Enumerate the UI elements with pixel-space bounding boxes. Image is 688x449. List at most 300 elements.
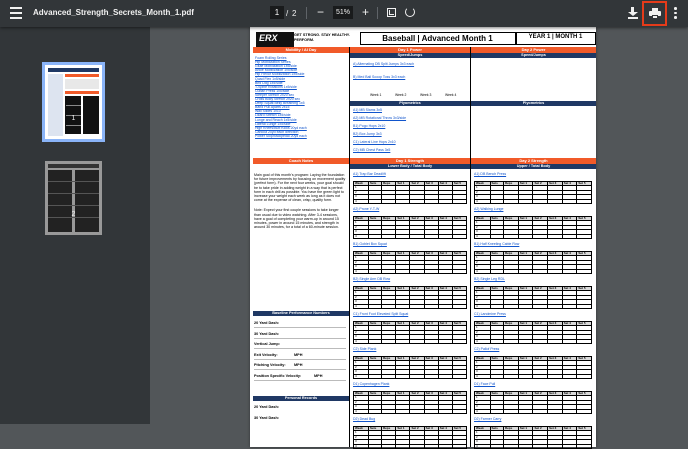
table-cell: Reps xyxy=(381,392,395,396)
table-cell[interactable] xyxy=(533,339,548,343)
table-cell[interactable] xyxy=(424,444,438,448)
power-item-b[interactable]: B) Med Ball Scoop Toss 3x3 each xyxy=(353,75,406,79)
table-cell[interactable]: 3 xyxy=(354,195,369,199)
exercise-log-table xyxy=(353,391,467,414)
table-cell[interactable] xyxy=(438,374,452,378)
zoom-level-input[interactable]: 51% xyxy=(333,6,353,19)
table-cell[interactable] xyxy=(381,374,395,378)
exercise-title[interactable]: B1) Goblet Box Squat xyxy=(353,242,387,246)
table-cell: Set 4 xyxy=(438,357,452,361)
table-cell[interactable] xyxy=(396,409,410,413)
table-cell[interactable]: 3 xyxy=(354,265,369,269)
table-cell: Week xyxy=(475,252,491,256)
table-cell[interactable]: 4 xyxy=(354,444,369,448)
table-cell[interactable]: 3 xyxy=(354,405,369,409)
exercise-title[interactable]: D2) Dead Bug xyxy=(353,417,376,421)
table-cell[interactable] xyxy=(562,199,577,203)
baseline-line xyxy=(254,380,346,381)
table-cell[interactable] xyxy=(562,234,577,238)
table-cell[interactable]: 1 xyxy=(354,221,369,225)
table-cell: Set 5 xyxy=(577,392,592,396)
table-cell: Reps xyxy=(503,182,518,186)
exercise-log-table xyxy=(474,391,592,414)
table-cell[interactable] xyxy=(396,234,410,238)
table-cell[interactable] xyxy=(438,444,452,448)
table-cell[interactable]: 2 xyxy=(354,400,369,404)
table-cell[interactable] xyxy=(548,339,563,343)
table-cell[interactable]: 2 xyxy=(475,295,491,299)
table-cell[interactable] xyxy=(452,269,466,273)
exercise-title[interactable]: C1) Front Foot Elevated Split Squat xyxy=(353,312,409,316)
table-cell[interactable]: 3 xyxy=(354,440,369,444)
table-cell[interactable]: 1 xyxy=(354,291,369,295)
table-cell[interactable]: 3 xyxy=(475,405,491,409)
table-cell[interactable]: 3 xyxy=(354,230,369,234)
table-cell[interactable] xyxy=(503,444,518,448)
table-cell[interactable] xyxy=(562,269,577,273)
table-cell[interactable] xyxy=(490,269,503,273)
table-cell[interactable] xyxy=(548,304,563,308)
more-icon[interactable] xyxy=(674,7,677,21)
table-cell: Set 4 xyxy=(562,252,577,256)
table-cell[interactable]: 4 xyxy=(475,409,491,413)
mobility-item[interactable]: Carioca 20yd each direction xyxy=(255,129,299,134)
table-cell[interactable]: 3 xyxy=(475,195,491,199)
baseline-unit: MPH xyxy=(294,363,303,367)
table-cell[interactable] xyxy=(368,444,381,448)
table-cell[interactable]: 2 xyxy=(354,365,369,369)
table-cell[interactable]: 1 xyxy=(475,396,491,400)
table-cell[interactable]: 2 xyxy=(354,190,369,194)
table-cell[interactable]: 1 xyxy=(475,256,491,260)
table-cell[interactable] xyxy=(438,269,452,273)
table-cell[interactable] xyxy=(533,409,548,413)
menu-icon[interactable] xyxy=(10,7,22,19)
table-cell[interactable] xyxy=(381,199,395,203)
table-cell: Set 1 xyxy=(396,357,410,361)
table-cell[interactable] xyxy=(577,444,592,448)
exercise-title[interactable]: C2) Side Plank xyxy=(353,347,377,351)
table-cell[interactable]: 4 xyxy=(475,234,491,238)
table-cell: Week xyxy=(354,322,369,326)
baseline-field: Exit Velocity: xyxy=(254,352,278,357)
pdf-toolbar xyxy=(0,0,688,27)
table-cell[interactable] xyxy=(396,199,410,203)
table-cell[interactable] xyxy=(503,339,518,343)
table-cell[interactable]: 4 xyxy=(475,444,491,448)
table-cell[interactable] xyxy=(368,199,381,203)
table-cell: Week xyxy=(354,357,369,361)
table-cell[interactable] xyxy=(424,374,438,378)
table-cell[interactable]: 1 xyxy=(475,291,491,295)
table-cell[interactable]: 3 xyxy=(354,335,369,339)
table-cell[interactable]: 2 xyxy=(475,330,491,334)
table-cell: Sets xyxy=(368,322,381,326)
table-cell[interactable] xyxy=(396,374,410,378)
mobility-item[interactable]: Cuban Press 1x5/side xyxy=(255,88,290,93)
plyo-item[interactable]: A2) MB Rotational Throw 3x3/side xyxy=(353,116,407,120)
exercise-title[interactable]: D2) Farmer Carry xyxy=(474,417,502,421)
mobility-item[interactable]: Deep Squat Belly Breathing 1x5 xyxy=(255,101,305,106)
baseline-header: Baseline Performance Numbers xyxy=(253,311,349,316)
table-cell: Set 2 xyxy=(410,322,424,326)
exercise-title[interactable]: B1) Half Kneeling Cable Row xyxy=(474,242,520,246)
table-cell[interactable] xyxy=(533,234,548,238)
table-cell: Reps xyxy=(381,182,395,186)
table-cell[interactable]: 4 xyxy=(354,374,369,378)
mobility-item[interactable]: Wall Slides 1x10 xyxy=(255,109,281,114)
table-cell[interactable] xyxy=(490,409,503,413)
table-cell[interactable] xyxy=(410,304,424,308)
table-cell[interactable]: 2 xyxy=(475,190,491,194)
plyo-item[interactable]: C1) Lateral Line Hops 2x10 xyxy=(353,140,396,144)
table-cell[interactable]: 4 xyxy=(354,304,369,308)
mobility-item[interactable]: Band Pull Aparts 2x15 xyxy=(255,105,290,110)
table-row xyxy=(475,444,592,448)
table-cell[interactable]: 4 xyxy=(354,339,369,343)
table-cell[interactable] xyxy=(368,339,381,343)
table-cell[interactable] xyxy=(533,444,548,448)
mobility-item[interactable]: High Knees/Butt Kicks 20yd each xyxy=(255,125,307,130)
table-cell[interactable] xyxy=(562,339,577,343)
table-cell: Set 1 xyxy=(518,252,533,256)
table-cell: Week xyxy=(475,182,491,186)
table-cell[interactable] xyxy=(368,304,381,308)
table-cell[interactable] xyxy=(381,304,395,308)
table-cell[interactable]: 2 xyxy=(354,295,369,299)
table-cell: Sets xyxy=(490,427,503,431)
coach-note-1: Main goal of this month's program: Laying the foundation for future improvements by focusing on movement quality (perfect form). For the next four weeks, your goal should be to take pride in adding weight in a way that is perfect form in each drill as possible. You have the green light to increase your weight each week as long as it does not come at the expense of clean, crisp, quality form. xyxy=(254,173,346,203)
table-cell[interactable]: 1 xyxy=(475,361,491,365)
table-cell[interactable] xyxy=(490,234,503,238)
mobility-item[interactable]: Ankle Mobilization 1x5/side xyxy=(255,68,298,73)
plyo-item[interactable]: C2) MB Chest Pass 3x5 xyxy=(353,148,391,152)
table-cell: Set 4 xyxy=(438,217,452,221)
mobility-item[interactable]: Hip Mobilization Series xyxy=(255,60,291,65)
table-cell[interactable] xyxy=(396,339,410,343)
coach-notes-header: Coach Notes xyxy=(253,158,349,164)
table-cell[interactable] xyxy=(396,269,410,273)
table-cell[interactable]: 3 xyxy=(475,230,491,234)
table-cell[interactable] xyxy=(577,304,592,308)
page-thumbnail-1[interactable] xyxy=(45,65,102,139)
table-cell: Set 2 xyxy=(533,427,548,431)
table-cell[interactable] xyxy=(438,409,452,413)
mobility-item[interactable]: Lunge and Reach 1x5/side xyxy=(255,117,297,122)
plyo-header-2: Plyometrics xyxy=(471,101,596,106)
speed-header-2: Speed/Jumps xyxy=(471,53,596,58)
table-cell[interactable]: 3 xyxy=(354,370,369,374)
table-cell[interactable]: 4 xyxy=(354,234,369,238)
table-cell[interactable] xyxy=(381,409,395,413)
exercise-title[interactable]: A2) Prone Y-T-W xyxy=(353,207,380,211)
table-cell[interactable]: 4 xyxy=(354,409,369,413)
table-cell[interactable]: 3 xyxy=(354,300,369,304)
zoom-out-button[interactable]: − xyxy=(317,5,325,19)
table-cell[interactable] xyxy=(410,374,424,378)
mobility-item[interactable]: Sleeper Stretch 2x20 sec xyxy=(255,92,295,97)
table-cell[interactable] xyxy=(490,304,503,308)
table-cell[interactable] xyxy=(490,374,503,378)
table-cell[interactable]: 2 xyxy=(354,260,369,264)
table-cell[interactable] xyxy=(533,199,548,203)
table-cell[interactable] xyxy=(562,374,577,378)
table-cell[interactable] xyxy=(438,234,452,238)
table-cell[interactable] xyxy=(577,199,592,203)
table-cell[interactable] xyxy=(410,409,424,413)
table-cell[interactable] xyxy=(452,409,466,413)
table-cell[interactable] xyxy=(518,199,533,203)
table-cell[interactable] xyxy=(503,374,518,378)
table-cell: Set 1 xyxy=(396,427,410,431)
table-cell[interactable]: 3 xyxy=(475,370,491,374)
table-cell[interactable] xyxy=(518,374,533,378)
table-cell[interactable] xyxy=(368,234,381,238)
table-cell[interactable] xyxy=(490,339,503,343)
table-cell[interactable] xyxy=(410,444,424,448)
table-cell[interactable]: 2 xyxy=(354,435,369,439)
mobility-item[interactable]: Hip Flexor Mobilization 1x5/side xyxy=(255,72,305,77)
table-cell[interactable]: 2 xyxy=(475,225,491,229)
table-cell: Set 3 xyxy=(548,182,563,186)
table-cell[interactable] xyxy=(381,444,395,448)
table-row xyxy=(354,304,467,308)
table-cell[interactable] xyxy=(410,234,424,238)
table-cell[interactable]: 4 xyxy=(475,269,491,273)
table-cell[interactable] xyxy=(548,444,563,448)
document-heading: Baseball | Advanced Month 1 xyxy=(382,34,493,43)
power-item-a[interactable]: A) Alternating DB Split Jumps 3x3 each xyxy=(353,62,415,66)
page-number-input[interactable]: 1 xyxy=(270,6,284,19)
table-cell[interactable] xyxy=(424,234,438,238)
mobility-item[interactable]: Glute Mobilization 1x5/side xyxy=(255,64,297,69)
table-cell[interactable] xyxy=(410,269,424,273)
week-label: Week 3 xyxy=(420,93,432,97)
table-cell[interactable]: 1 xyxy=(354,326,369,330)
table-cell[interactable] xyxy=(452,234,466,238)
table-cell[interactable] xyxy=(518,304,533,308)
table-cell: Set 5 xyxy=(577,252,592,256)
zoom-in-button[interactable]: + xyxy=(362,5,370,19)
table-cell[interactable] xyxy=(577,234,592,238)
table-cell[interactable] xyxy=(577,409,592,413)
table-cell: Set 4 xyxy=(438,287,452,291)
mobility-item[interactable]: Power Skip/backpedal 20yd each xyxy=(255,133,307,138)
exercise-title[interactable]: B2) Single Leg RDL xyxy=(474,277,505,281)
table-cell[interactable] xyxy=(503,304,518,308)
table-cell[interactable]: 4 xyxy=(475,374,491,378)
mobility-item[interactable]: Lizard Stretch 1x5/side xyxy=(255,113,291,118)
table-cell: Set 2 xyxy=(533,357,548,361)
table-cell[interactable]: 1 xyxy=(354,396,369,400)
table-cell[interactable] xyxy=(424,199,438,203)
exercise-title[interactable]: C2) Pallof Press xyxy=(474,347,500,351)
table-cell[interactable] xyxy=(381,234,395,238)
pdf-viewer[interactable] xyxy=(150,27,688,448)
toolbar-divider xyxy=(306,7,307,19)
print-button[interactable] xyxy=(642,1,667,26)
table-cell[interactable] xyxy=(452,304,466,308)
mobility-item[interactable]: T-Spine Rotations 1x5/side xyxy=(255,84,297,89)
mobility-item[interactable]: Quad Flex 1x5/side xyxy=(255,76,286,81)
table-cell[interactable] xyxy=(518,269,533,273)
table-cell: Set 2 xyxy=(533,252,548,256)
table-cell[interactable] xyxy=(381,339,395,343)
table-cell: Set 4 xyxy=(562,182,577,186)
table-cell[interactable] xyxy=(562,409,577,413)
table-cell[interactable] xyxy=(548,269,563,273)
table-cell[interactable]: 3 xyxy=(475,265,491,269)
page-thumbnail-2[interactable] xyxy=(45,161,102,235)
table-cell[interactable] xyxy=(518,409,533,413)
table-cell[interactable]: 3 xyxy=(475,300,491,304)
mobility-item[interactable]: Foam Rolling Series xyxy=(255,56,287,60)
table-cell[interactable]: 4 xyxy=(354,269,369,273)
exercise-log-table xyxy=(474,181,592,204)
table-cell[interactable]: 3 xyxy=(475,335,491,339)
table-cell[interactable] xyxy=(410,199,424,203)
table-cell: Set 2 xyxy=(533,182,548,186)
table-cell[interactable]: 1 xyxy=(475,326,491,330)
table-cell[interactable]: 2 xyxy=(475,400,491,404)
table-cell: Set 3 xyxy=(424,182,438,186)
exercise-title[interactable]: D1) Copenhagen Plank xyxy=(353,382,390,386)
exercise-log-table xyxy=(353,286,467,309)
table-cell[interactable]: 4 xyxy=(475,304,491,308)
table-cell[interactable] xyxy=(381,269,395,273)
table-cell[interactable] xyxy=(503,234,518,238)
table-cell[interactable] xyxy=(533,374,548,378)
table-cell: Sets xyxy=(368,217,381,221)
exercise-log-table xyxy=(353,216,467,239)
table-cell[interactable] xyxy=(452,199,466,203)
table-cell[interactable] xyxy=(533,269,548,273)
coach-note-2: Note: Expect your first couple sessions to take longer than usual due to video watching. After 3-4 sessions, have a goal of completing your warm-up in around 15 minutes, power in around 15 minutes, and strength in around 30 minutes, for a total of a 60-minute session. xyxy=(254,208,339,230)
table-cell[interactable] xyxy=(368,269,381,273)
table-cell: Set 4 xyxy=(438,182,452,186)
table-cell[interactable]: 4 xyxy=(475,199,491,203)
table-cell[interactable] xyxy=(396,444,410,448)
table-cell: Sets xyxy=(368,182,381,186)
table-cell[interactable]: 1 xyxy=(475,431,491,435)
table-cell[interactable] xyxy=(562,304,577,308)
table-cell[interactable] xyxy=(518,444,533,448)
table-row xyxy=(475,409,592,413)
table-cell: Sets xyxy=(490,287,503,291)
table-cell[interactable] xyxy=(562,444,577,448)
table-cell[interactable] xyxy=(577,339,592,343)
table-cell[interactable] xyxy=(424,269,438,273)
table-cell[interactable]: 3 xyxy=(475,440,491,444)
table-cell[interactable] xyxy=(503,199,518,203)
table-cell[interactable] xyxy=(518,339,533,343)
table-cell[interactable] xyxy=(533,304,548,308)
table-cell: Set 1 xyxy=(396,322,410,326)
table-cell[interactable]: 4 xyxy=(354,199,369,203)
exercise-title[interactable]: D1) Face Pull xyxy=(474,382,496,386)
record-field: 30 Yard Dash: xyxy=(254,415,280,420)
table-cell[interactable] xyxy=(503,409,518,413)
rotate-icon[interactable] xyxy=(405,7,415,17)
exercise-title[interactable]: A1) DB Bench Press xyxy=(474,172,507,176)
table-cell[interactable] xyxy=(410,339,424,343)
table-cell: Week xyxy=(475,392,491,396)
table-cell[interactable]: 1 xyxy=(475,186,491,190)
mobility-item[interactable]: Lateral Lunge 1x5/side xyxy=(255,121,291,126)
column-divider xyxy=(349,47,350,447)
table-cell[interactable]: 4 xyxy=(475,339,491,343)
table-cell[interactable] xyxy=(548,234,563,238)
table-cell[interactable] xyxy=(548,374,563,378)
table-cell[interactable]: 1 xyxy=(475,221,491,225)
plyo-item[interactable]: B2) Box Jump 3x3 xyxy=(353,132,382,136)
table-cell: Set 3 xyxy=(424,357,438,361)
table-cell[interactable] xyxy=(452,374,466,378)
table-cell[interactable]: 2 xyxy=(475,435,491,439)
coach-notes-text xyxy=(254,173,346,229)
table-cell[interactable] xyxy=(424,409,438,413)
table-cell[interactable] xyxy=(577,269,592,273)
table-cell[interactable] xyxy=(490,199,503,203)
table-cell[interactable]: 2 xyxy=(475,260,491,264)
table-cell[interactable]: 2 xyxy=(354,330,369,334)
table-cell[interactable] xyxy=(424,304,438,308)
table-cell[interactable] xyxy=(368,409,381,413)
baseline-line xyxy=(254,338,346,339)
table-cell: Sets xyxy=(368,392,381,396)
table-cell: Reps xyxy=(381,217,395,221)
table-cell[interactable]: 1 xyxy=(354,431,369,435)
baseline-field: 30 Yard Dash: xyxy=(254,331,280,336)
table-cell[interactable] xyxy=(424,339,438,343)
table-cell[interactable] xyxy=(438,304,452,308)
table-cell[interactable] xyxy=(452,444,466,448)
baseline-line xyxy=(254,348,346,349)
exercise-title[interactable]: A2) Walking Lunge xyxy=(474,207,504,211)
table-cell[interactable] xyxy=(452,339,466,343)
table-cell[interactable]: 1 xyxy=(354,361,369,365)
table-cell[interactable] xyxy=(368,374,381,378)
table-cell[interactable] xyxy=(490,444,503,448)
fit-page-icon[interactable] xyxy=(387,8,396,17)
table-cell: Week xyxy=(475,287,491,291)
table-cell[interactable] xyxy=(577,374,592,378)
table-cell[interactable] xyxy=(438,339,452,343)
table-cell[interactable]: 1 xyxy=(354,256,369,260)
table-cell: Week xyxy=(475,217,491,221)
table-cell[interactable]: 1 xyxy=(354,186,369,190)
table-cell[interactable] xyxy=(396,304,410,308)
table-cell[interactable] xyxy=(548,409,563,413)
mobility-item[interactable]: Cross Body Stretch 2x20 sec xyxy=(255,97,301,101)
mobility-item[interactable]: Bird Dog 1x5/side xyxy=(255,80,283,85)
table-cell[interactable] xyxy=(548,199,563,203)
table-cell[interactable] xyxy=(518,234,533,238)
baseline-unit: MPH xyxy=(294,352,303,357)
table-cell: Set 3 xyxy=(424,322,438,326)
table-cell[interactable] xyxy=(503,269,518,273)
table-cell: Set 4 xyxy=(562,357,577,361)
table-cell[interactable]: 2 xyxy=(475,365,491,369)
download-icon[interactable] xyxy=(628,7,638,20)
table-cell[interactable]: 2 xyxy=(354,225,369,229)
plyo-item[interactable]: A1) MB Slams 3x5 xyxy=(353,108,382,112)
plyo-item[interactable]: B1) Pogo Hops 2x10 xyxy=(353,124,386,128)
exercise-title[interactable]: C1) Landmine Press xyxy=(474,312,506,316)
exercise-title[interactable]: A1) Trap Bar Deadlift xyxy=(353,172,386,176)
table-cell[interactable] xyxy=(438,199,452,203)
exercise-title[interactable]: B2) Single Arm DB Row xyxy=(353,277,391,281)
